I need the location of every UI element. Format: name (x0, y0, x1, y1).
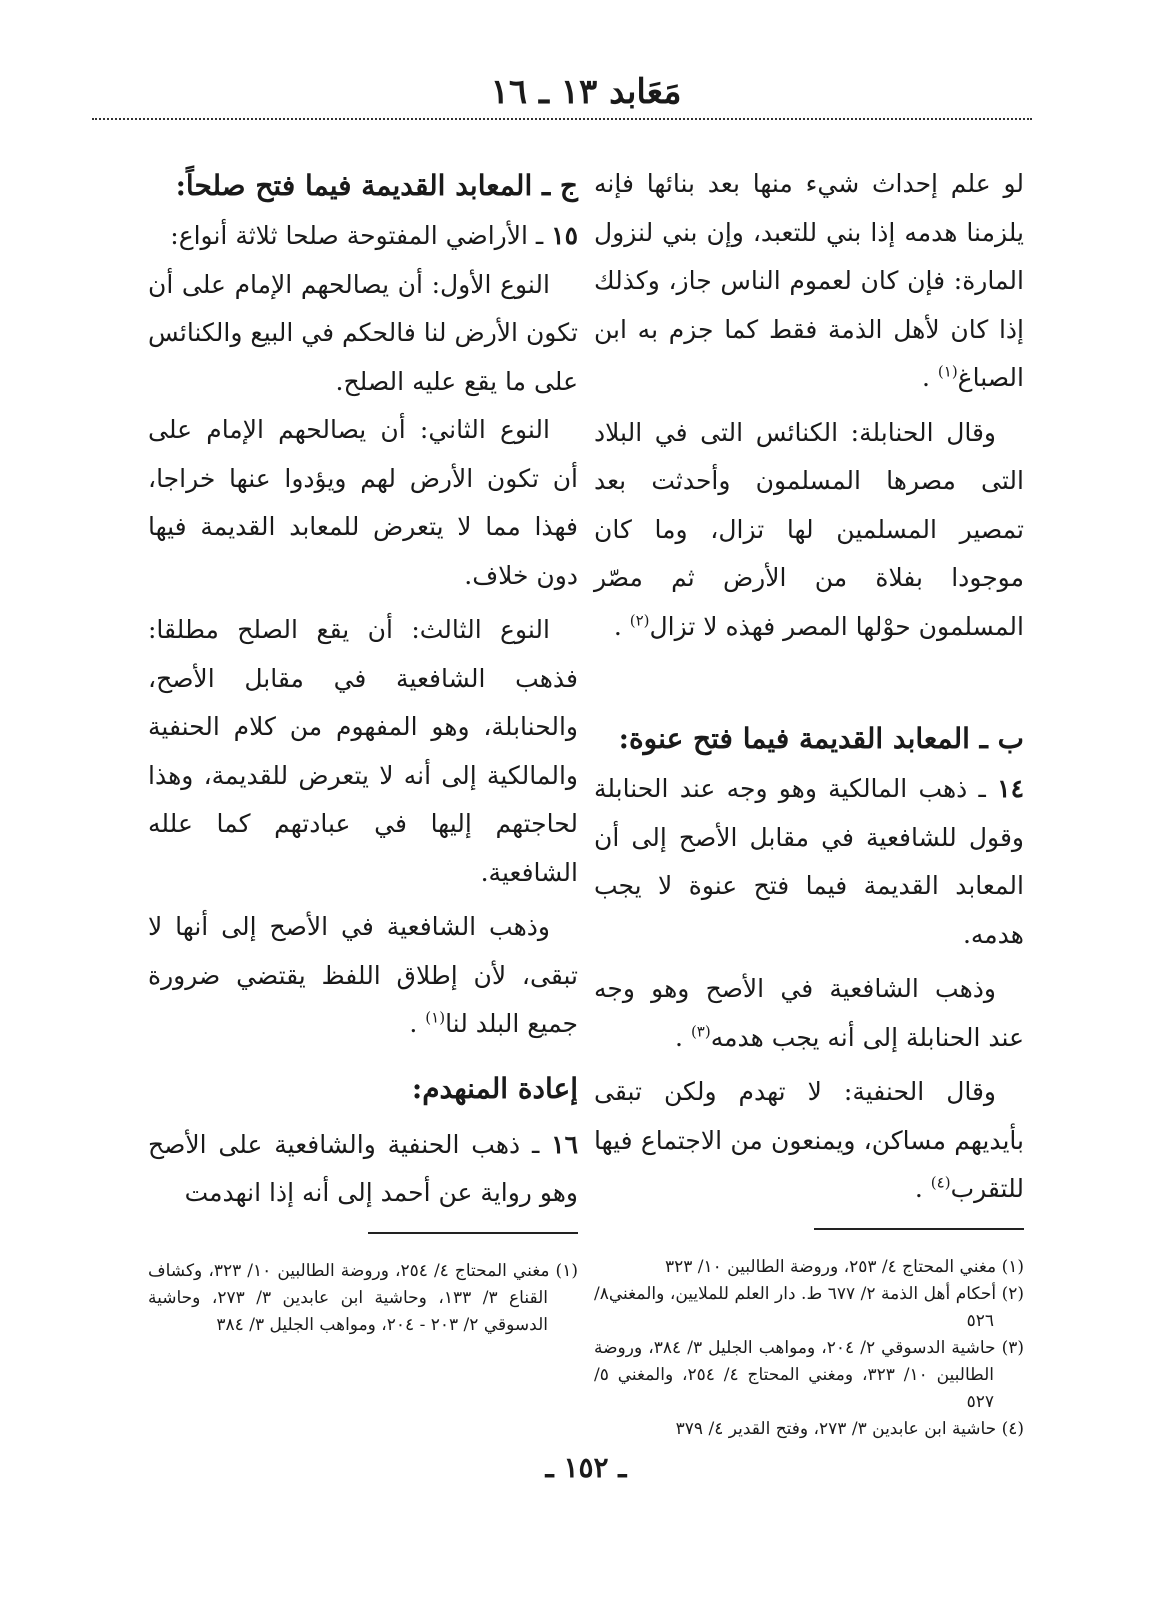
section-heading: ج ـ المعابد القديمة فيما فتح صلحاً: (175, 169, 578, 202)
page-number: ـ ١٥٢ ـ (545, 1451, 627, 1484)
footnote-item: (٢) أحكام أهل الذمة ٢/ ٦٧٧ ط. دار العلم للملايين، والمغني٨/ ٥٢٦ (594, 1283, 1025, 1331)
paragraph: ١٦ ـ ذهب الحنفية والشافعية على الأصح وهو رواية عن أحمد إلى أنه إذا انهدمت (148, 1129, 578, 1207)
footnote-ref[interactable]: (٣) (690, 1022, 711, 1041)
paragraph: وذهب الشافعية في الأصح وهو وجه عند الحنابلة إلى أنه يجب هدمه$^{(٣)}$ . (594, 974, 1024, 1052)
footnote-ref[interactable]: (٢) (629, 611, 650, 630)
running-header: مَعَابد ١٣ ـ ١٦ (490, 72, 682, 112)
footnote-rule (368, 1232, 578, 1234)
footnote-item: (١) مغني المحتاج ٤/ ٢٥٣، وروضة الطالبين ١٠/ ٣٢٣ (664, 1256, 1024, 1277)
paragraph: النوع الثاني: أن يصالحهم الإمام على أن تكون الأرض لهم ويؤدوا عنها خراجا، فهذا مما لا يتعرض للمعابد القديمة فيها دون خلاف. (148, 415, 578, 590)
left-column (148, 160, 578, 1339)
paragraph: النوع الأول: أن يصالحهم الإمام على أن تكون الأرض لنا فالحكم في البيع والكنائس على ما يقع عليه الصلح. (148, 269, 578, 396)
footnote-ref[interactable]: (٤) (930, 1173, 951, 1192)
paragraph: ١٤ ـ ذهب المالكية وهو وجه عند الحنابلة وقول للشافعية في مقابل الأصح إلى أن المعابد القديمة فيما فتح عنوة لا يجب هدمه. (594, 774, 1024, 949)
paragraph: وذهب الشافعية في الأصح إلى أنها لا تبقى، لأن إطلاق اللفظ يقتضي ضرورة جميع البلد لنا$^{(١)}$ . (148, 912, 578, 1038)
footnotes (148, 1258, 578, 1339)
section-number: ١٥ (551, 221, 578, 250)
footnote-item: (٣) حاشية الدسوقي ٢/ ٢٠٤، ومواهب الجليل ٣/ ٣٨٤، وروضة الطالبين ١٠/ ٣٢٣، ومغني المحتاج ٤/ ٢٥٤، والمغني ٥/ ٥٢٧ (594, 1337, 1024, 1412)
section-heading: إعادة المنهدم: (411, 1071, 578, 1105)
footnote-ref[interactable]: (١) (937, 362, 958, 381)
paragraph: لو علم إحداث شيء منها بعد بنائها فإنه يلزمنا هدمه إذا بني للتعبد، وإن بني لنزول المارة: فإن كان لعموم الناس جاز، وكذلك إذا كان لأهل الذمة فقط كما جزم به ابن الصباغ$^{(١)}$ . (594, 169, 1024, 392)
paragraph: وقال الحنابلة: الكنائس التى في البلاد التى مصرها المسلمون وأحدثت بعد تمصير المسلمين لها تزال، وما كان موجودا بفلاة من الأرض ثم مصّر المسلمون حوْلها المصر فهذه لا تزال$^{(٢)}$ . (594, 417, 1024, 641)
paragraph: ١٥ ـ الأراضي المفتوحة صلحا ثلاثة أنواع: (170, 221, 578, 250)
footnote-item: (٤) حاشية ابن عابدين ٣/ ٢٧٣، وفتح القدير ٤/ ٣٧٩ (675, 1418, 1024, 1439)
section-number: ١٤ (997, 774, 1024, 803)
paragraph: النوع الثالث: أن يقع الصلح مطلقا: فذهب الشافعية في مقابل الأصح، والحنابلة، وهو المفهوم من كلام الحنفية والمالكية إلى أنه لا يتعرض للقديمة، وهذا لحاجتهم إليها في عبادتهم كما علله الشافعية. (148, 615, 578, 887)
footnotes (594, 1254, 1024, 1443)
right-column (594, 160, 1024, 1443)
section-heading: ب ـ المعابد القديمة فيما فتح عنوة: (618, 722, 1024, 755)
section-number: ١٦ (551, 1129, 578, 1159)
footnote-ref[interactable]: (١) (425, 1008, 446, 1027)
footnote-rule (814, 1228, 1024, 1230)
header-dotted-rule (92, 118, 1032, 120)
paragraph: وقال الحنفية: لا تهدم ولكن تبقى بأيديهم مساكن، ويمنعون من الاجتماع فيها للتقرب$^{(٤)}$ . (594, 1077, 1024, 1203)
footnote-item: (١) مغني المحتاج ٤/ ٢٥٤، وروضة الطالبين ١٠/ ٣٢٣، وكشاف القناع ٣/ ١٣٣، وحاشية ابن عابدين ٣/ ٢٧٣، وحاشية الدسوقي ٢/ ٢٠٣ - ٢٠٤، ومواهب الجليل ٣/ ٣٨٤ (148, 1260, 578, 1335)
